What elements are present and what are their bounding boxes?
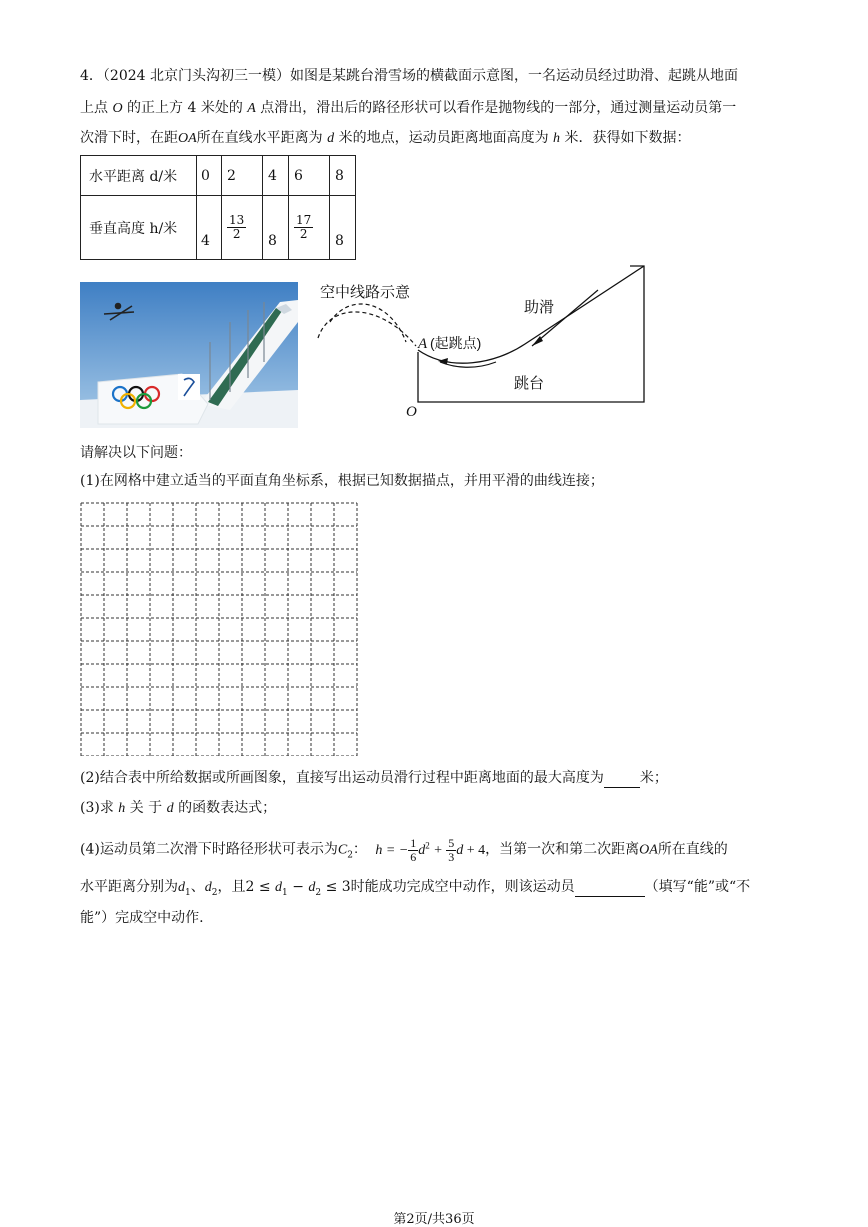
point-A-label: A [418,336,428,352]
question-1: (1)在网格中建立适当的平面直角坐标系，根据已知数据描点，并用平滑的曲线连接； [80,473,604,489]
table-cell: 4 [197,196,222,260]
air-path-dashed [318,312,416,346]
problem-intro-line-3 [80,129,690,148]
table-cell [289,196,330,260]
table-header-distance: 水平距离 d/米 [81,156,197,196]
question-text: 所在直线的 [657,841,728,858]
table-row [81,196,356,260]
intro-text: 次滑下时，在距 [80,130,178,146]
question-4-line-2: 水平距离分别为$d_1$、$d_2$，且$2 \le d_1 - d_2 \le 3$时能成功完成空中动作，则该运动员 （填写“能”或“不 [80,879,751,898]
question-text: (4)运动员第二次滑下时路径形状可表示为 [80,841,338,858]
point-O-label: O [406,404,417,420]
intro-text: 点滑出，滑出后的路径形状可以看作是抛物线的一部分，通过测量运动员第一 [255,100,737,116]
table-cell: 0 [197,156,222,196]
answer-grid[interactable] [80,502,360,760]
table-cell: 8 [263,196,289,260]
ski-jump-photo [80,282,298,428]
table-header-height: 垂直高度 h/米 [81,196,197,260]
line-OA: OA [639,842,658,858]
intro-text: 米．获得如下数据： [560,130,691,146]
table-cell: 4 [263,156,289,196]
answer-blank[interactable] [604,769,640,788]
question-text: (3)求 [80,800,119,816]
question-text: 的函数表达式； [173,800,277,816]
platform-label: 跳台 [514,375,545,392]
table-row [81,156,356,196]
question-2 [80,769,668,788]
table-cell: 6 [289,156,330,196]
intro-text: 米的地点，运动员距离地面高度为 [334,130,554,146]
question-3 [80,799,276,818]
problem-intro-line-2 [80,99,736,118]
intro-text: 4．（2024 北京门头沟初三一模）如图是某跳台滑雪场的横截面示意图，一名运动员经过助滑、起跳从地面 [80,68,738,84]
page-footer: 第2页/共36页 [393,1212,475,1227]
table-cell: 8 [330,156,356,196]
line-OA: OA [178,131,197,146]
question-text: ，当第一次和第二次距离 [485,841,640,858]
question-text: 米； [639,770,668,786]
question-text: 关 于 [125,800,167,816]
fraction-17-2: $\frac{17}{2}$ [296,213,312,241]
table-cell [222,196,263,260]
var-h: h [118,801,126,816]
table-cell: 8 [330,196,356,260]
answer-blank[interactable] [575,878,645,897]
data-table [80,155,356,260]
var-d: d [166,801,174,816]
question-4-line-3: 能”）完成空中动作. [80,910,204,926]
intro-text: 上点 [80,100,113,116]
questions-prompt: 请解决以下问题： [80,445,192,461]
formula: h = − $\frac{1}{6}$ $d^2$ + $\frac{5}{3}$ d + 4 [375,835,486,864]
question-text: (2)结合表中所给数据或所画图象，直接写出运动员滑行过程中距离地面的最大高度为 [80,770,604,786]
takeoff-label: (起跳点) [430,335,482,351]
inequality: $2 \le d_1 - d_2 \le 3$ [245,879,351,898]
point-A: A [247,101,256,116]
curve-C2: C [337,842,348,858]
ski-jump-diagram [310,262,650,426]
problem-intro-line-1 [80,67,738,85]
intro-text: 的正上方 4 米处的 [122,100,248,116]
var-d: d [327,131,335,146]
fraction-13-2: $\frac{13}{2}$ [229,213,245,241]
var-h: h [553,131,561,146]
table-cell: 2 [222,156,263,196]
intro-text: 所在直线水平距离为 [196,130,328,146]
question-4-line-1: (4)运动员第二次滑下时路径形状可表示为$C_2$： h = − $\frac{1}{6}$ $d^2$ + $\frac{5}{3}$ d + 4，当第一次和第二次距离OA所在直线的 [80,835,728,864]
assist-label: 助滑 [524,299,555,316]
point-O: O [112,101,123,116]
air-path-dashed [330,304,406,342]
air-path-label: 空中线路示意 [320,284,411,301]
